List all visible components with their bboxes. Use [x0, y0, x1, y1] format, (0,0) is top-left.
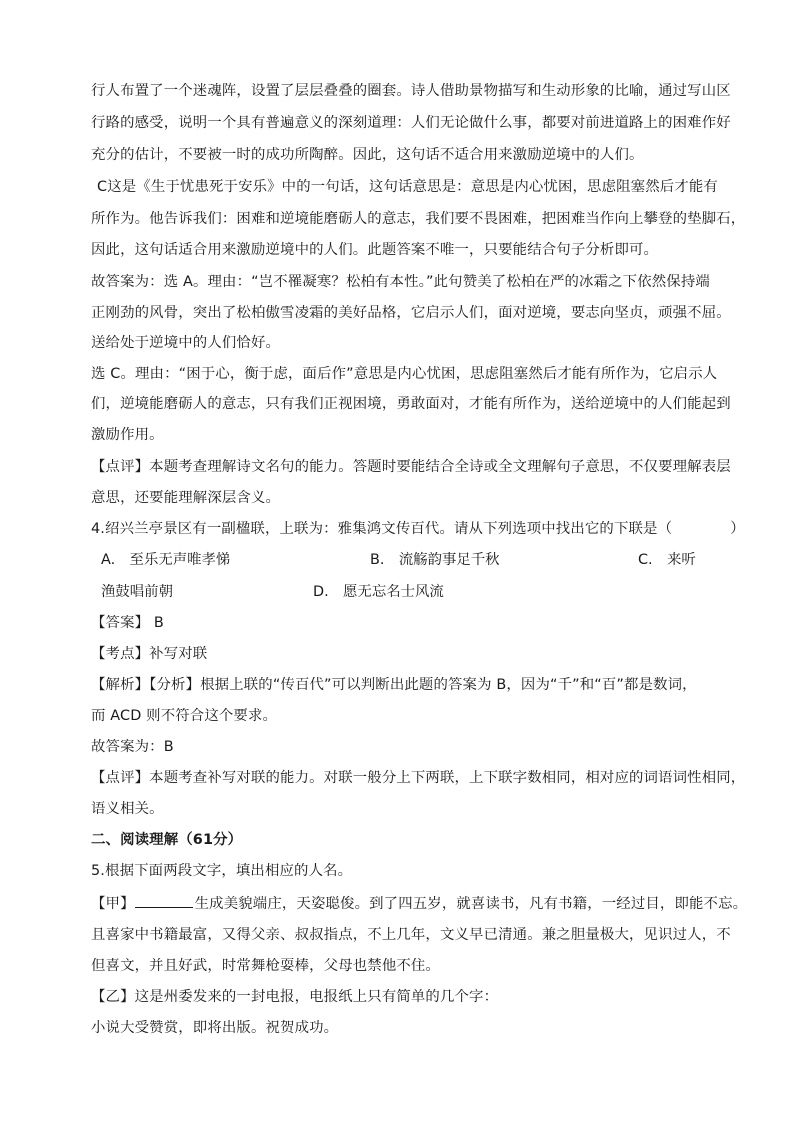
q4-option-c-cont: 渔鼓唱前朝	[101, 584, 173, 600]
text-line: 行路的感受，说明一个具有普遍意义的深刻道理：人们无论做什么事，都要对前进道路上的困难作好	[91, 115, 731, 131]
text-line: C这是《生于忧患死于安乐》中的一句话，这句话意思是：意思是内心忧困，思虑阻塞然后才能有	[97, 179, 718, 195]
q5-yi-line: 小说大受赞赏，即将出版。祝贺成功。	[91, 1020, 339, 1036]
q4-comment: 语义相关。	[91, 801, 164, 817]
text-line: 行人布置了一个迷魂阵，设置了层层叠叠的圈套。诗人借助景物描写和生动形象的比喻，通过写山区	[91, 83, 731, 99]
q4-analysis: 【解析】【分析】根据上联的“传百代”可以判断出此题的答案为 B，因为“千”和“百”都是数词，	[91, 677, 697, 693]
q4-option-d: D. 愿无忘名士风流	[313, 584, 444, 600]
question-4-stem: 4.绍兴兰亭景区有一副楹联，上联为：雅集鸿文传百代。请从下列选项中找出它的下联是（ ）	[91, 521, 745, 537]
q4-kaodian: 【考点】补写对联	[91, 646, 208, 662]
section-heading: 二、阅读理解（61分）	[91, 832, 243, 848]
text-line: 因此，这句话适合用来激励逆境中的人们。此题答案不唯一，只要能结合句子分析即可。	[91, 242, 659, 258]
text-line: 充分的估计，不要被一时的成功所陶醉。因此，这句话不适合用来激励逆境中的人们。	[91, 147, 644, 163]
q5-jia-line: 且喜家中书籍最富，又得父亲、叔叔指点，不上几年，文义早已清通。兼之胆量极大，见识过人，不	[91, 927, 731, 943]
text-line: 所作为。他告诉我们：困难和逆境能磨砺人的意志，我们要不畏困难，把困难当作向上攀登的垫脚石，	[91, 211, 746, 227]
question-5-stem: 5.根据下面两段文字，填出相应的人名。	[91, 863, 353, 879]
q4-option-b: B. 流觞韵事足千秋	[370, 552, 500, 568]
q5-jia-text: 生成美貌端庄，天姿聪俊。到了四五岁，就喜读书，凡有书籍，一经过目，即能不忘。	[194, 896, 748, 912]
q4-analysis: 而 ACD 则不符合这个要求。	[91, 708, 278, 724]
q5-jia-line: 但喜文，并且好武，时常舞枪耍棒，父母也禁他不住。	[91, 958, 440, 974]
comment-line: 【点评】本题考查理解诗文名句的能力。答题时要能结合全诗或全文理解句子意思，不仅要理解表层	[91, 459, 731, 475]
text-line: 故答案为：选 A。理由：“岂不罹凝寒？松柏有本性。”此句赞美了松柏在严的冰霜之下依然保持端	[91, 274, 710, 290]
text-line: 们，逆境能磨砺人的意志，只有我们正视困境，勇敢面对，才能有所作为，送给逆境中的人们能起到	[91, 396, 731, 412]
q5-jia-label: 【甲】	[91, 896, 135, 912]
text-line: 激励作用。	[91, 427, 164, 443]
q5-yi-line: 【乙】这是州委发来的一封电报，电报纸上只有简单的几个字：	[91, 989, 499, 1005]
comment-line: 意思，还要能理解深层含义。	[91, 490, 281, 506]
q4-answer: 【答案】 B	[91, 615, 164, 631]
q4-conclusion: 故答案为：B	[91, 739, 174, 755]
q4-comment: 【点评】本题考查补写对联的能力。对联一般分上下两联，上下联字数相同，相对应的词语词性相同，	[91, 770, 746, 786]
text-line: 正刚劲的风骨，突出了松柏傲雪凌霜的美好品格，它启示人们，面对逆境，要志向坚贞，顽强不屈。	[91, 305, 731, 321]
q4-option-a: A. 至乐无声唯孝悌	[101, 552, 231, 568]
q5-jia-line	[91, 893, 747, 914]
fill-blank[interactable]	[135, 893, 193, 908]
q4-option-c: C. 来听	[638, 552, 696, 568]
text-line: 送给处于逆境中的人们恰好。	[91, 335, 281, 351]
text-line: 选 C。理由：“困于心，衡于虑，面后作”意思是内心忧困，思虑阻塞然后才能有所作为，它启示人	[91, 366, 718, 382]
